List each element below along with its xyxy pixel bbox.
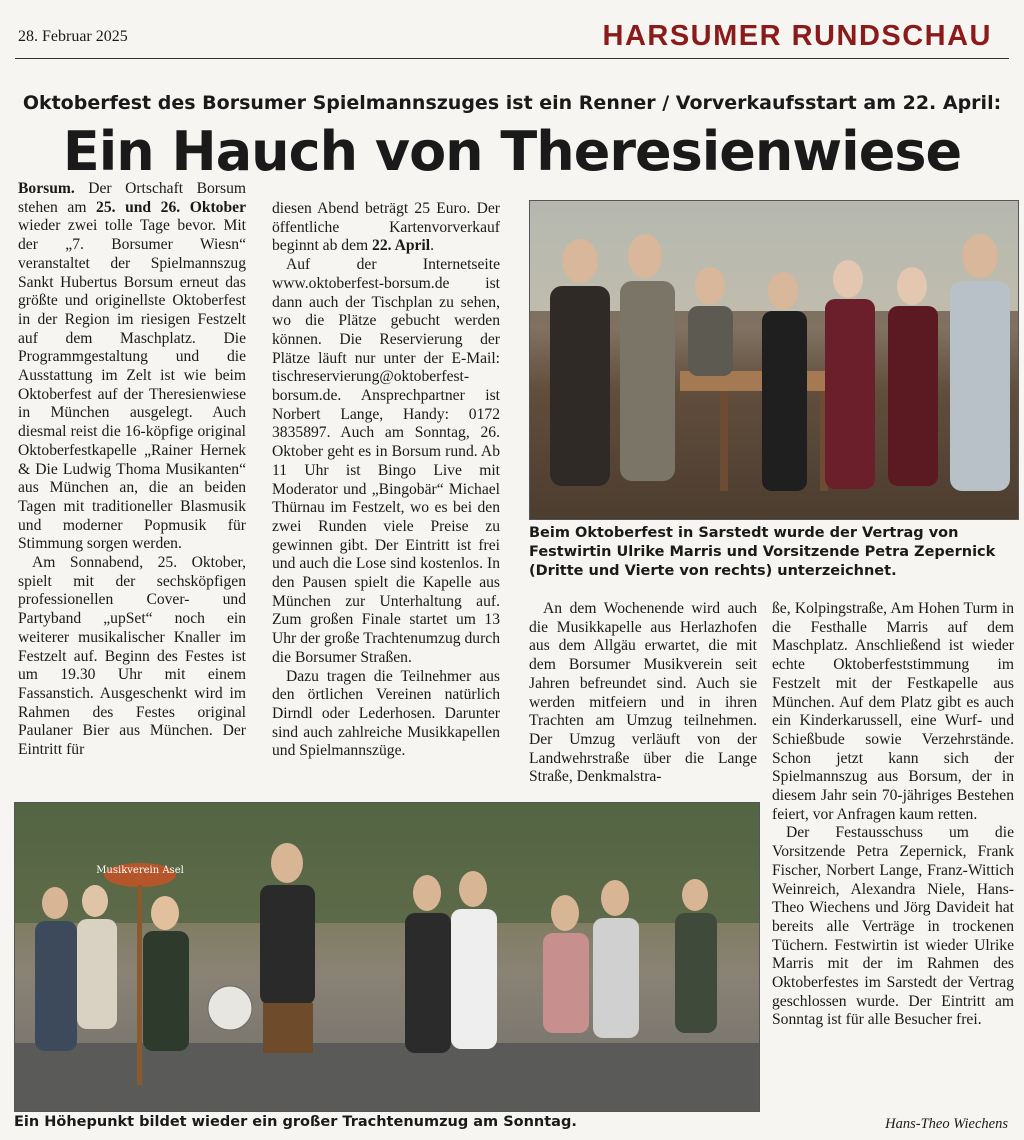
parade-sign-text: Musikverein Asel [96, 865, 184, 876]
paragraph: Der Festausschuss um die Vorsitzende Petra Zepernick, Frank Fischer, Norbert Lange, Franz-Wittich Weinreich, Alexandra Niele, Hans-Theo Wiechens und Jörg Davideit hat bereits alle Verträge in trockenen Tüchern. Festwirtin ist wieder Ulrike Marris mit der im Rahmen des Oktoberfestes im Sarstedt der Vertrag geschlossen wurde. Der Eintritt am Sonntag ist für alle Besucher frei. [772, 824, 1014, 1029]
highlight-date: 22. April [372, 237, 431, 255]
paragraph: Dazu tragen die Teilnehmer aus den örtlichen Vereinen natürlich Dirndl oder Lederhosen. Darunter sind auch zahlreiche Musikkapellen und Spielmannszüge. [272, 667, 500, 760]
paragraph: Am Sonnabend, 25. Oktober, spielt mit der sechsköpfigen professionellen Cover- und Partyband „upSet“ noch ein weiterer musikalischer Knaller im Festzelt auf. Beginn des Festes ist um 19.30 Uhr mit einem Fassanstich. Ausgeschenkt wird im Rahmen des Festes original Paulaner Bier aus München. Der Eintritt für [18, 554, 246, 759]
author-byline: Hans-Theo Wiechens [885, 1116, 1008, 1132]
paragraph [18, 180, 246, 554]
text-column-3 [529, 600, 757, 787]
paragraph: ße, Kolpingstraße, Am Hohen Turm in die Festhalle Marris auf dem Maschplatz. Anschließend ist wieder echte Oktoberfeststimmung im Festzelt mit der Festkapelle aus München. Auf dem Platz gibt es auch ein Kinderkarussell, eine Wurf- und Schießbude sowie Verzehrstände. Schon jetzt kann sich der Spielmannszug aus Borsum, der in diesem Jahr sein 70-jähriges Bestehen feiert, vor Anfragen kaum retten. [772, 600, 1014, 823]
photo-costume-parade [14, 802, 760, 1112]
newspaper-name: HARSUMER RUNDSCHAU [602, 20, 992, 52]
text-column-2 [272, 200, 500, 761]
photo-contract-signing [529, 200, 1019, 520]
paragraph [272, 200, 500, 256]
article-kicker: Oktoberfest des Borsumer Spielmannszuges ist ein Renner / Vorverkaufsstart am 22. April: [22, 92, 1002, 114]
photo-caption-1: Beim Oktoberfest in Sarstedt wurde der Vertrag von Festwirtin Ulrike Marris und Vorsitzende Petra Zepernick (Dritte und Vierte von rechts) unterzeichnet. [529, 525, 996, 579]
text-run: diesen Abend beträgt 25 Euro. Der öffentliche Kartenvorverkauf beginnt ab dem [272, 200, 500, 255]
photo-illustration [530, 201, 1018, 519]
photo-caption-2: Ein Höhepunkt bildet wieder ein großer Trachtenumzug am Sonntag. [14, 1114, 577, 1130]
paragraph: An dem Wochenende wird auch die Musikkapelle aus Herlazhofen aus dem Allgäu erwartet, die mit dem Borsumer Musikverein seit Jahren befreundet sind. Auch sie werden mitfeiern und in ihren Trachten am Umzug teilnehmen. Der Umzug verläuft von der Landwehrstraße über die Lange Straße, Denkmalstra- [529, 600, 757, 786]
photo-illustration [15, 803, 759, 1111]
text-run: . [430, 237, 435, 255]
paragraph: Auf der Internetseite www.oktoberfest-borsum.de ist dann auch der Tischplan zu sehen, wo die Plätze gebucht werden können. Die Reservierung der Plätze läuft nur unter der E-Mail: tischreservierung@oktoberfest-borsum.de. Ansprechpartner ist Norbert Lange, Handy: 0172 3835897. Auch am Sonntag, 26. Oktober geht es in Borsum rund. Ab 11 Uhr ist Bingo Live mit Moderator und „Bingobär“ Michael Thürnau im Festzelt, wo es bei den zwei Runden viele Preise zu gewinnen gibt. Der Eintritt ist frei und auch die Lose sind kostenlos. In den Pausen spielt die Kapelle aus München zur Unterhaltung auf. Zum großen Finale startet um 13 Uhr der große Trachtenumzug durch die Borsumer Straßen. [272, 256, 500, 666]
text-run: Der Ortschaft Borsum stehen am [18, 180, 246, 216]
article-headline: Ein Hauch von Theresienwiese [62, 120, 962, 183]
header-rule [15, 58, 1009, 59]
text-column-4 [772, 600, 1014, 1030]
dateline: Borsum. [18, 180, 75, 197]
issue-date: 28. Februar 2025 [18, 28, 128, 45]
text-run: wieder zwei tolle Tage bevor. Mit der „7. Borsumer Wiesn“ veranstaltet der Spielmannszug Sankt Hubertus Borsum erneut das größte und originellste Oktoberfest in der Region im riesigen Festzelt auf dem Maschplatz. Die Programmgestaltung und die Ausstattung im Zelt ist wie beim Oktoberfest auf der Theresienwiese in München ausgelegt. Auch diesmal reist die 16-köpfige original Oktoberfestkapelle „Rainer Hernek & Die Ludwig Thoma Musikanten“ aus München an, die an beiden Tagen mit traditioneller Blasmusik und moderner Popmusik für Stimmung sorgen werden. [18, 217, 246, 553]
text-column-1 [18, 180, 246, 760]
highlight-dates: 25. und 26. Oktober [96, 198, 246, 216]
